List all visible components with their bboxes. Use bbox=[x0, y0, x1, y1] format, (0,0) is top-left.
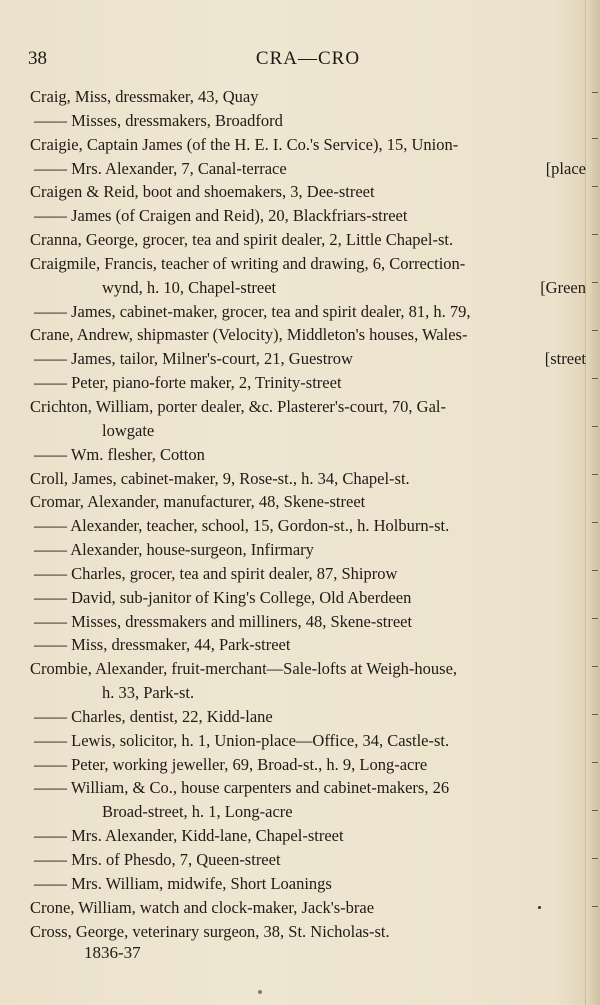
directory-sub-entry bbox=[30, 610, 586, 634]
entry-carryover: [Green bbox=[540, 277, 586, 297]
adjacent-page-edge bbox=[585, 0, 600, 1005]
directory-sub-entry bbox=[30, 586, 586, 610]
directory-sub-entry bbox=[30, 776, 586, 800]
directory-sub-entry bbox=[30, 872, 586, 896]
entry-text: Cross, George, veterinary surgeon, 38, St. Nicholas-st. bbox=[30, 921, 390, 941]
entry-text: —— Alexander, house-surgeon, Infirmary bbox=[34, 540, 314, 560]
directory-entry-continuation bbox=[30, 800, 586, 824]
page-header bbox=[28, 48, 588, 72]
entry-text: —— Charles, grocer, tea and spirit dealer, 87, Shiprow bbox=[34, 563, 398, 583]
entry-text: Crone, William, watch and clock-maker, Jack's-brae bbox=[30, 897, 375, 917]
directory-sub-entry bbox=[30, 633, 586, 657]
entry-text: h. 33, Park-st. bbox=[102, 683, 195, 703]
entry-text: Craigen & Reid, boot and shoemakers, 3, Dee-street bbox=[30, 182, 375, 202]
directory-sub-entry bbox=[30, 347, 586, 371]
directory-entry bbox=[30, 395, 586, 419]
directory-sub-entry bbox=[30, 824, 586, 848]
entry-text: Crombie, Alexander, fruit-merchant—Sale-lofts at Weigh-house, bbox=[30, 659, 458, 679]
entry-text: Crane, Andrew, shipmaster (Velocity), Middleton's houses, Wales- bbox=[30, 325, 468, 345]
entry-text: —— Mrs. of Phesdo, 7, Queen-street bbox=[34, 850, 281, 869]
directory-sub-entry bbox=[30, 514, 586, 538]
entry-text: wynd, h. 10, Chapel-street bbox=[102, 277, 277, 297]
entry-text: —— Charles, dentist, 22, Kidd-lane bbox=[34, 706, 273, 726]
entry-text: —— Peter, piano-forte maker, 2, Trinity-street bbox=[34, 373, 342, 393]
entry-text: —— Mrs. Alexander, Kidd-lane, Chapel-street bbox=[34, 826, 344, 846]
directory-sub-entry bbox=[30, 300, 586, 324]
directory-entry bbox=[30, 323, 586, 347]
directory-sub-entry bbox=[30, 371, 586, 395]
printer-signature: 1836-37 bbox=[84, 943, 141, 962]
entry-text: —— William, & Co., house carpenters and cabinet-makers, 26 bbox=[34, 778, 450, 798]
entry-text: Crichton, William, porter dealer, &c. Plasterer's-court, 70, Gal- bbox=[30, 396, 447, 416]
entry-text: Craigie, Captain James (of the H. E. I. Co.'s Service), 15, Union- bbox=[30, 134, 459, 154]
ink-speck bbox=[538, 906, 541, 909]
directory-sub-entry bbox=[30, 705, 586, 729]
directory-entry bbox=[30, 252, 586, 276]
entry-text: Cromar, Alexander, manufacturer, 48, Skene-street bbox=[30, 492, 366, 512]
directory-entry bbox=[30, 490, 586, 514]
directory-entry bbox=[30, 896, 586, 920]
directory-entry bbox=[30, 467, 586, 491]
directory-entry bbox=[30, 85, 586, 109]
directory-entry bbox=[30, 920, 586, 944]
entry-text: Broad-street, h. 1, Long-acre bbox=[102, 802, 293, 822]
entry-text: —— James, cabinet-maker, grocer, tea and spirit dealer, 81, h. 79, bbox=[34, 301, 471, 321]
entry-text: —— David, sub-janitor of King's College, Old Aberdeen bbox=[34, 587, 412, 607]
entry-text: —— Mrs. Alexander, 7, Canal-terrace bbox=[34, 158, 287, 178]
entry-text: —— James (of Craigen and Reid), 20, Blackfriars-street bbox=[34, 206, 408, 226]
directory-sub-entry bbox=[30, 204, 586, 228]
directory-entry bbox=[30, 657, 586, 681]
entry-text: Craig, Miss, dressmaker, 43, Quay bbox=[30, 87, 259, 106]
directory-sub-entry bbox=[30, 729, 586, 753]
entry-text: —— Misses, dressmakers and milliners, 48, Skene-street bbox=[34, 611, 413, 631]
entry-text: —— Lewis, solicitor, h. 1, Union-place—Office, 34, Castle-st. bbox=[34, 730, 450, 750]
entry-text: —— Wm. flesher, Cotton bbox=[34, 444, 205, 464]
directory-entry-continuation bbox=[30, 681, 586, 705]
directory-sub-entry bbox=[30, 562, 586, 586]
directory-sub-entry bbox=[30, 538, 586, 562]
directory-entry bbox=[30, 180, 586, 204]
directory-sub-entry bbox=[30, 443, 586, 467]
entry-text: —— James, tailor, Milner's-court, 21, Guestrow bbox=[34, 349, 353, 369]
directory-entry-continuation bbox=[30, 419, 586, 443]
entry-text: —— Miss, dressmaker, 44, Park-street bbox=[34, 635, 291, 655]
entry-text: —— Peter, working jeweller, 69, Broad-st., h. 9, Long-acre bbox=[34, 754, 428, 774]
entry-text: Craigmile, Francis, teacher of writing and drawing, 6, Correction- bbox=[30, 253, 466, 273]
directory-sub-entry bbox=[30, 848, 586, 872]
directory-sub-entry bbox=[30, 109, 586, 133]
entry-carryover: [street bbox=[544, 349, 586, 369]
decorative-dot bbox=[258, 990, 262, 994]
directory-entries bbox=[30, 85, 586, 943]
directory-sub-entry bbox=[30, 753, 586, 777]
directory-sub-entry bbox=[30, 157, 586, 181]
entry-text: Croll, James, cabinet-maker, 9, Rose-st., h. 34, Chapel-st. bbox=[30, 468, 410, 488]
entry-text: —— Misses, dressmakers, Broadford bbox=[34, 110, 283, 130]
directory-entry bbox=[30, 133, 586, 157]
entry-carryover: [place bbox=[545, 158, 586, 178]
directory-entry-continuation bbox=[30, 276, 586, 300]
entry-text: —— Alexander, teacher, school, 15, Gordon-st., h. Holburn-st. bbox=[34, 516, 450, 536]
entry-text: lowgate bbox=[102, 420, 155, 440]
running-head: CRA—CRO bbox=[255, 48, 361, 69]
directory-entry bbox=[30, 228, 586, 252]
page-number: 38 bbox=[28, 48, 47, 69]
entry-text: —— Mrs. William, midwife, Short Loanings bbox=[34, 873, 332, 893]
entry-text: Cranna, George, grocer, tea and spirit dealer, 2, Little Chapel-st. bbox=[30, 230, 454, 250]
